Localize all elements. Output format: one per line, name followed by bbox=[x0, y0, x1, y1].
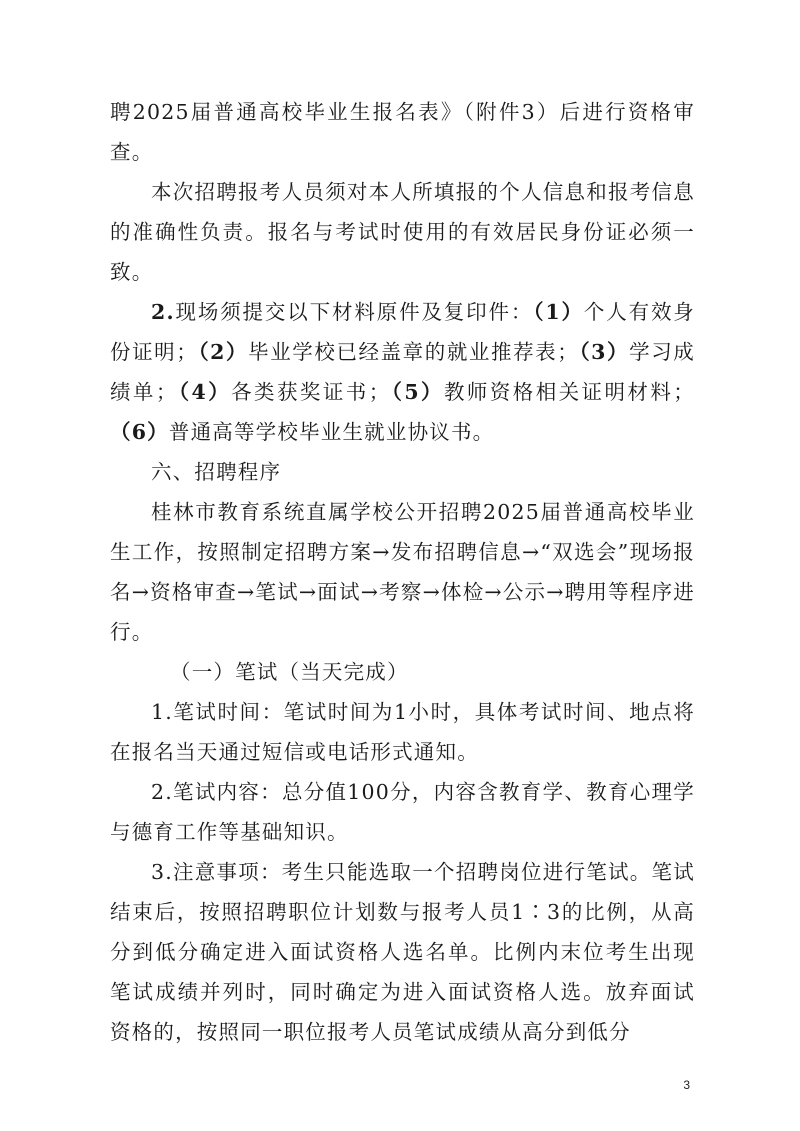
paragraph-exam-content: 2.笔试内容：总分值100分，内容含教育学、教育心理学与德育工作等基础知识。 bbox=[110, 780, 695, 844]
paragraph-required-materials bbox=[110, 292, 695, 452]
material-number-4: （4） bbox=[177, 380, 232, 404]
paragraph-applicant-responsibility: 本次招聘报考人员须对本人所填报的个人信息和报考信息的准确性负责。报名与考试时使用的有效居民身份证必须一致。 bbox=[110, 180, 695, 284]
material-1: 个人有效身份证明； bbox=[110, 300, 696, 364]
paragraph-exam-time: 1.笔试时间：笔试时间为1小时，具体考试时间、地点将在报名当天通过短信或电话形式通知。 bbox=[110, 700, 695, 764]
material-number-1: （1） bbox=[533, 300, 584, 324]
material-5: 教师资格相关证明材料； bbox=[443, 380, 695, 404]
section-heading-recruitment-procedure: 六、招聘程序 bbox=[151, 460, 282, 484]
item-number-2: 2. bbox=[151, 300, 175, 324]
material-3: 学习成绩单； bbox=[110, 340, 695, 404]
material-number-5: （5） bbox=[390, 380, 444, 404]
material-4: 各类获奖证书； bbox=[231, 380, 391, 404]
material-6: 普通高等学校毕业生就业协议书。 bbox=[168, 420, 495, 444]
paragraph-procedure-overview: 桂林市教育系统直属学校公开招聘2025届普通高校毕业生工作，按照制定招聘方案→发布招聘信息→“双选会”现场报名→资格审查→笔试→面试→考察→体检→公示→聘用等程序进行。 bbox=[110, 500, 695, 644]
material-2: 毕业学校已经盖章的就业推荐表； bbox=[248, 340, 579, 364]
paragraph-exam-notes: 3.注意事项：考生只能选取一个招聘岗位进行笔试。笔试结束后，按照招聘职位计划数与报考人员1∶3的比例，从高分到低分确定进入面试资格人选名单。比例内末位考生出现笔试成绩并列时，同时确定为进入面试资格人选。放弃面试资格的，按照同一职位报考人员笔试成绩从高分到低分 bbox=[110, 860, 695, 1044]
paragraph-registration-form-review: 聘2025届普通高校毕业生报名表》（附件3）后进行资格审查。 bbox=[110, 100, 695, 164]
material-number-6: （6） bbox=[110, 420, 169, 444]
subsection-heading-written-exam: （一）笔试（当天完成） bbox=[170, 660, 409, 684]
materials-intro: 现场须提交以下材料原件及复印件： bbox=[174, 300, 534, 324]
material-number-3: （3） bbox=[578, 340, 630, 364]
material-number-2: （2） bbox=[197, 340, 249, 364]
page-number: 3 bbox=[683, 1078, 690, 1092]
document-body bbox=[110, 92, 695, 1052]
